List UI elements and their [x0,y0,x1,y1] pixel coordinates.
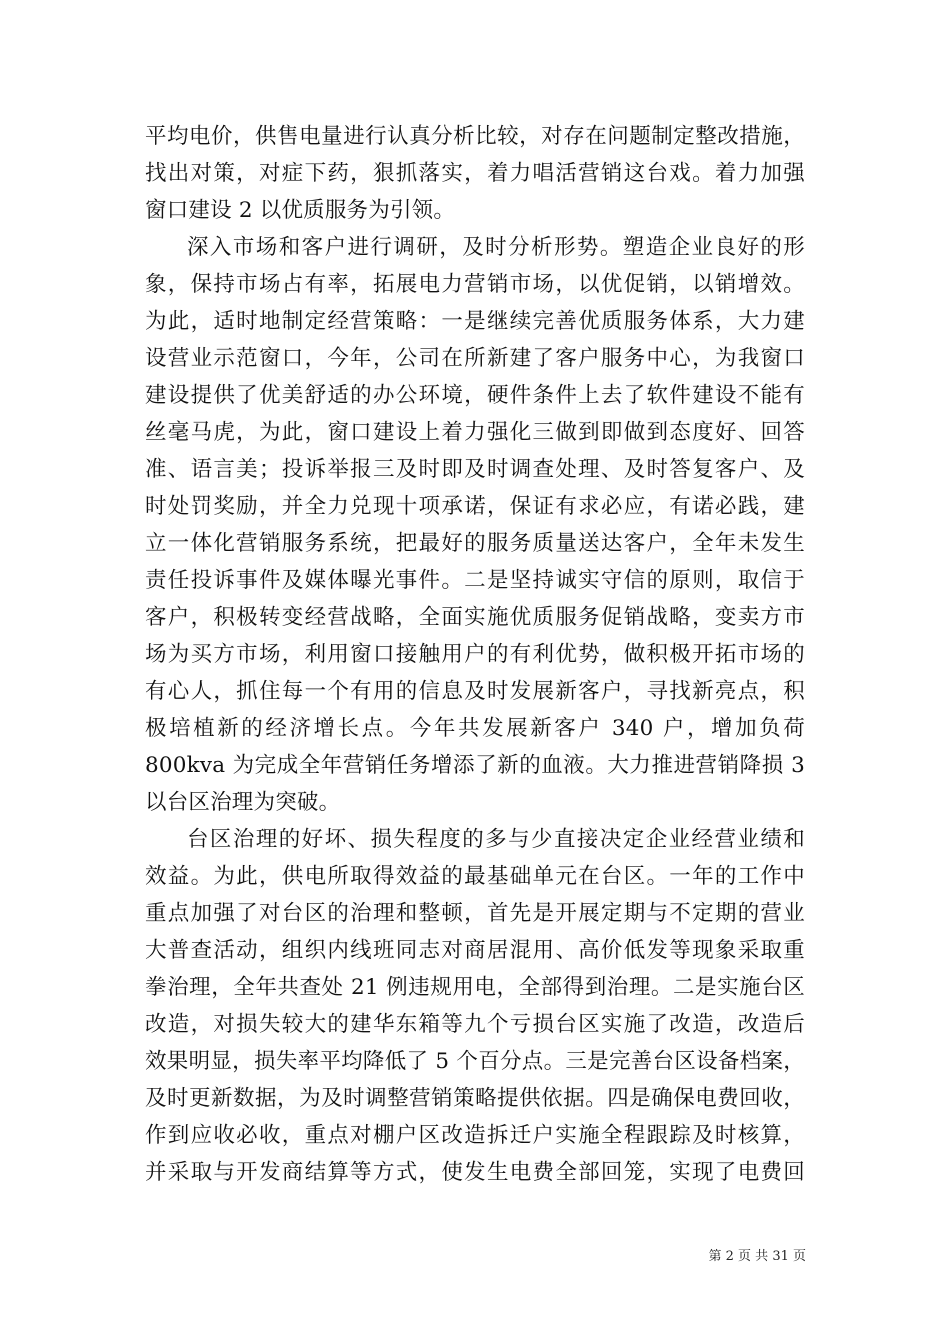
text-line: 设营业示范窗口，今年，公司在所新建了客户服务中心，为我窗口 [145,346,805,371]
text-line: 象，保持市场占有率，拓展电力营销市场，以优促销，以销增效。 [145,272,805,297]
text-line: 800kva 为完成全年营销任务增添了新的血液。大力推进营销降损 3 [145,753,805,778]
text-line: 并采取与开发商结算等方式，使发生电费全部回笼，实现了电费回 [145,1160,805,1185]
text-line: 效益。为此，供电所取得效益的最基础单元在台区。一年的工作中 [145,864,805,889]
text-line: 找出对策，对症下药，狠抓落实，着力唱活营销这台戏。着力加强 [145,161,805,186]
text-line: 平均电价，供售电量进行认真分析比较，对存在问题制定整改措施， [145,124,805,149]
text-line: 场为买方市场，利用窗口接触用户的有利优势，做积极开拓市场的 [145,642,805,667]
text-line: 作到应收必收，重点对棚户区改造拆迁户实施全程跟踪及时核算， [145,1123,805,1148]
text-line: 改造，对损失较大的建华东箱等九个亏损台区实施了改造，改造后 [145,1012,805,1037]
text-line: 建设提供了优美舒适的办公环境，硬件条件上去了软件建设不能有 [145,383,805,408]
text-line: 效果明显，损失率平均降低了 5 个百分点。三是完善台区设备档案， [145,1049,805,1074]
text-line: 深入市场和客户进行调研，及时分析形势。塑造企业良好的形 [187,235,805,260]
text-line: 以台区治理为突破。 [145,790,341,815]
page-number-footer: 第 2 页 共 31 页 [708,1249,806,1264]
text-line: 客户，积极转变经营战略，全面实施优质服务促销战略，变卖方市 [145,605,805,630]
text-line: 台区治理的好坏、损失程度的多与少直接决定企业经营业绩和 [187,827,805,852]
paragraph [145,821,805,1191]
text-line: 重点加强了对台区的治理和整顿，首先是开展定期与不定期的营业 [145,901,805,926]
text-line: 时处罚奖励，并全力兑现十项承诺，保证有求必应，有诺必践，建 [145,494,805,519]
text-line: 窗口建设 2 以优质服务为引领。 [145,198,456,223]
text-line: 大普查活动，组织内线班同志对商居混用、高价低发等现象采取重 [145,938,805,963]
text-line: 责任投诉事件及媒体曝光事件。二是坚持诚实守信的原则，取信于 [145,568,805,593]
text-line: 立一体化营销服务系统，把最好的服务质量送达客户，全年未发生 [145,531,805,556]
text-line: 有心人，抓住每一个有用的信息及时发展新客户，寻找新亮点，积 [145,679,805,704]
paragraph [145,229,805,821]
document-body [145,118,805,1191]
text-line: 为此，适时地制定经营策略：一是继续完善优质服务体系，大力建 [145,309,805,334]
text-line: 丝毫马虎，为此，窗口建设上着力强化三做到即做到态度好、回答 [145,420,805,445]
text-line: 准、语言美；投诉举报三及时即及时调查处理、及时答复客户、及 [145,457,805,482]
text-line: 及时更新数据，为及时调整营销策略提供依据。四是确保电费回收， [145,1086,805,1111]
text-line: 拳治理，全年共查处 21 例违规用电，全部得到治理。二是实施台区 [145,975,805,1000]
paragraph [145,118,805,229]
text-line: 极培植新的经济增长点。今年共发展新客户 340 户，增加负荷 [145,716,805,741]
